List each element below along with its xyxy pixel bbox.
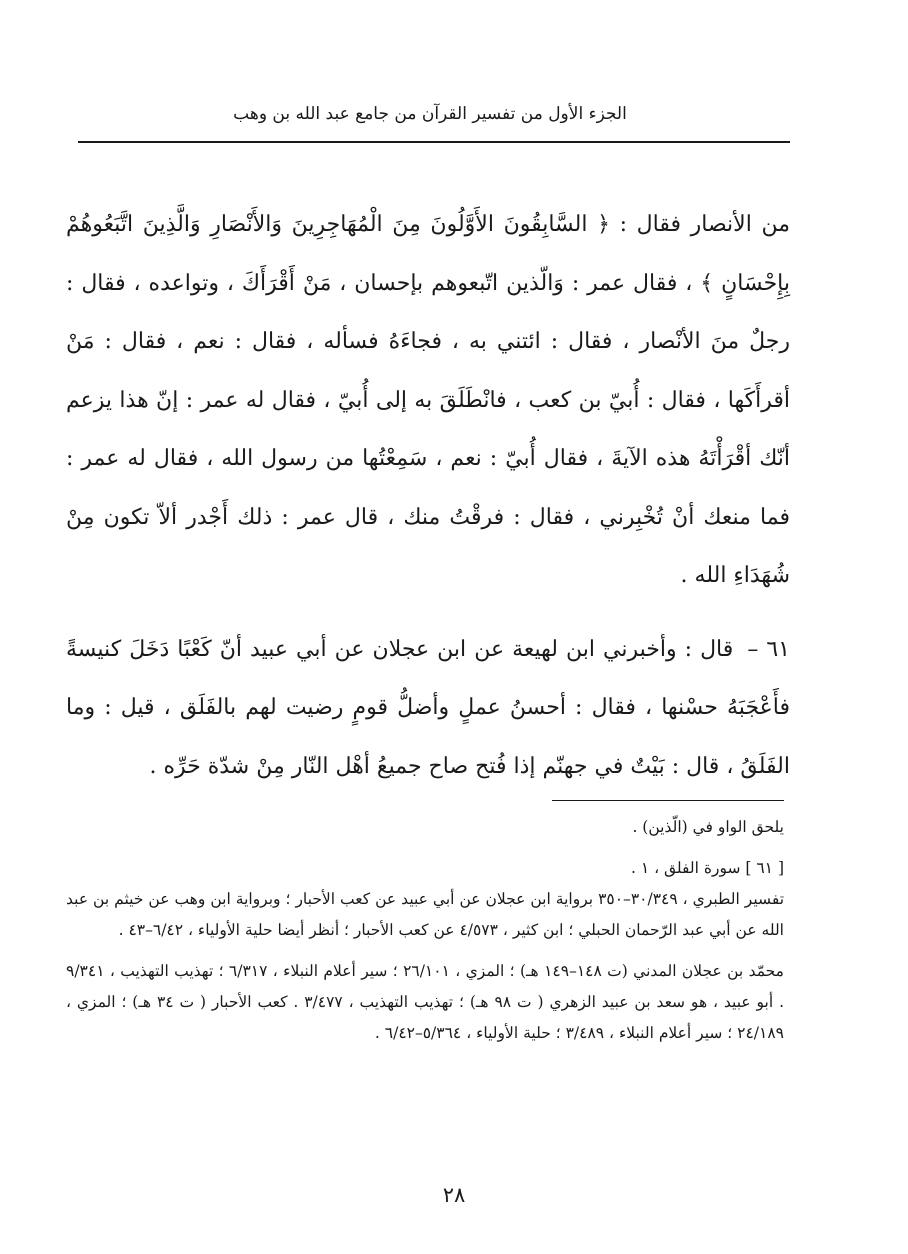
main-text [66, 196, 790, 796]
hadith-61 [66, 621, 790, 797]
commentary-paragraph: من الأنصار فقال : ﴿ السَّابِقُونَ الأَوَّلُونَ مِنَ الْمُهَاجِرِينَ وَالأَنْصَارِ وَالَّذِينَ اتَّبَعُوهُمْ بِإِحْسَانٍ ﴾ ، فقال عمر : وَالّذين اتّبعوهم بإحسان ، مَنْ أَقْرَأَكَ ، وتواعده ، فقال : رجلٌ منَ الأنْصار ، فقال : ائتني به ، فجاءَهُ فسأله ، فقال : نعم ، فقال : مَنْ أقرأَكَها ، فقال : أُبيّ بن كعب ، فانْطَلَقَ به إلى أُبيّ ، فقال له عمر : إنّ هذا يزعم أنّك أقْرَأْتَهُ هذه الآيةَ ، فقال أُبيّ : نعم ، سَمِعْتُها من رسول الله ، فقال له عمر : فما منعك أنْ تُخْبِرني ، فقال : فرقْتُ منك ، قال عمر : ذلك أَجْدر ألاّ تكون مِنْ شُهَدَاءِ الله . [66, 212, 790, 588]
header-divider [78, 141, 790, 143]
footnote-item: تفسير الطبري ، ٣٠/٣٤٩–٣٥٠ برواية ابن عجلان عن أبي عبيد عن كعب الأحبار ؛ وبرواية ابن وهب عن خيثم بن عبد الله عن أبي عبد الرّحمان الحبلي ؛ ابن كثير ، ٤/٥٧٣ عن كعب الأحبار ؛ أنظر أيضا حلية الأولياء ، ٦/٤٢–٤٣ . [66, 890, 785, 939]
footnote-item: [ ٦١ ] سورة الفلق ، ١ . [630, 859, 784, 877]
footnote-item: محمّد بن عجلان المدني (ت ١٤٨–١٤٩ هـ) ؛ المزي ، ٢٦/١٠١ ؛ سير أعلام النبلاء ، ٦/٣١٧ ؛ تهذيب التهذيب ، ٩/٣٤١ . أبو عبيد ، هو سعد بن عبيد الزهري ( ت ٩٨ هـ) ؛ تهذيب التهذيب ، ٣/٤٧٧ . كعب الأحبار ( ت ٣٤ هـ) ؛ المزي ، ٢٤/١٨٩ ؛ سير أعلام النبلاء ، ٣/٤٨٩ ؛ حلية الأولياء ، ٥/٣٦٤–٦/٤٢ . [66, 962, 784, 1042]
footnotes [66, 812, 784, 1049]
running-header: الجزء الأول من تفسير القرآن من جامع عبد الله بن وهب [233, 104, 627, 124]
hadith-text: قال : وأخبرني ابن لهيعة عن ابن عجلان عن أبي عبيد أنّ كَعْبًا دَخَلَ كنيسةً فأَعْجَبَهُ حسْنها ، فقال : أحسنُ عملٍ وأضلُّ قومٍ رضيت لهم بالفَلَق ، قيل : وما الفَلَقُ ، قال : بَيْتٌ في جهنّم إذا فُتح صاح جميعُ أهْل النّار مِنْ شدّة حَرِّه . [66, 636, 790, 779]
footnote-divider [552, 800, 784, 801]
hadith-number: ٦١ – [747, 636, 790, 662]
page-number: ٢٨ [442, 1183, 466, 1207]
footnote-item: يلحق الواو في (الّذين) . [632, 818, 784, 836]
